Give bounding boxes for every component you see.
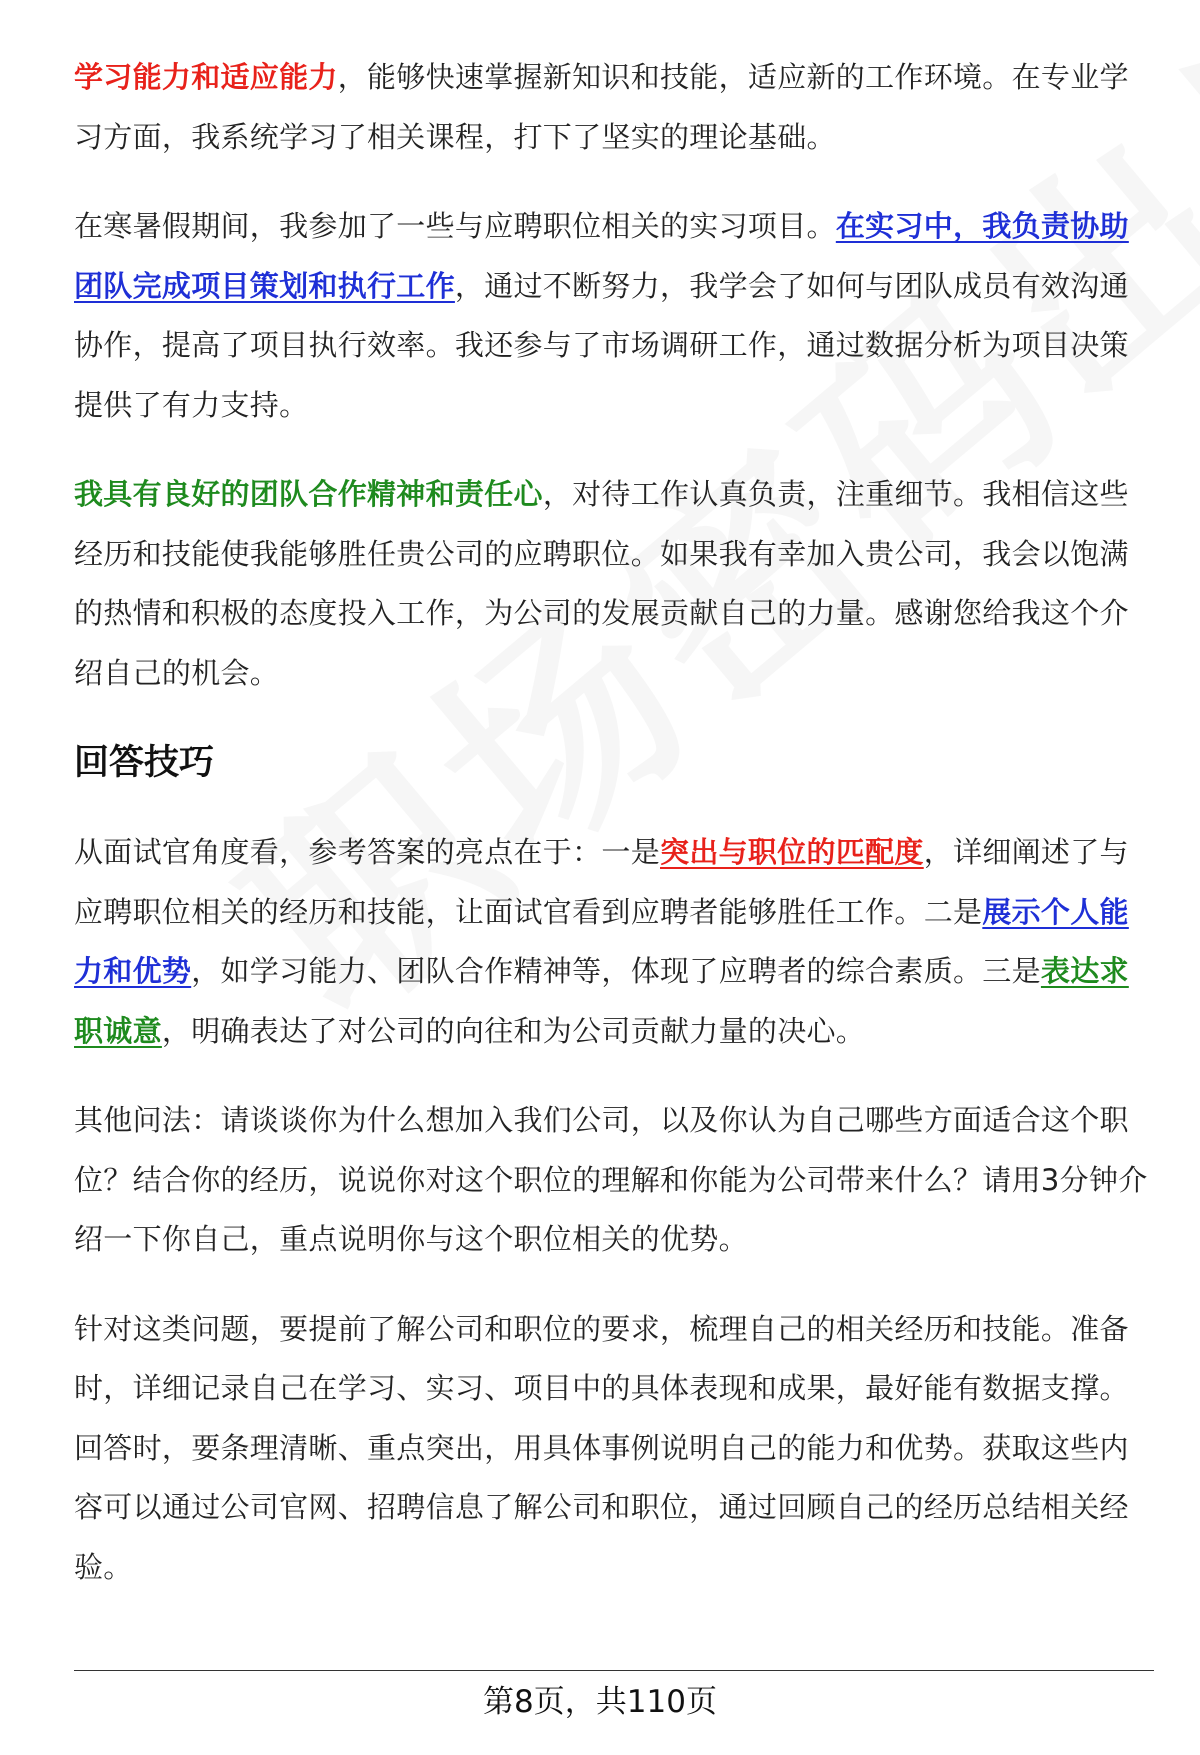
highlight-internship: 在实习中，我负责协助团队完成项目策划和执行工作 <box>74 209 1129 303</box>
page-content <box>74 48 1150 1627</box>
paragraph-preparation-advice: 针对这类问题，要提前了解公司和职位的要求，梳理自己的相关经历和技能。准备时，详细记录自己在学习、实习、项目中的具体表现和成果，最好能有数据支撑。回答时，要条理清晰、重点突出，用具体事例说明自己的能力和优势。获取这些内容可以通过公司官网、招聘信息了解公司和职位，通过回顾自己的经历总结相关经验。 <box>74 1311 1129 1584</box>
highlight-personal-strengths: 展示个人能力和优势 <box>74 894 1129 988</box>
page-number: 第8页，共110页 <box>483 1684 717 1720</box>
paragraph-text: ，对待工作认真负责，注重细节。我相信这些经历和技能使我能够胜任贵公司的应聘职位。如果我有幸加入贵公司，我会以饱满的热情和积极的态度投入工作，为公司的发展贡献自己的力量。感谢您给我这个介绍自己的机会。 <box>74 477 1129 690</box>
paragraph-text: ，明确表达了对公司的向往和为公司贡献力量的决心。 <box>161 1013 866 1048</box>
paragraph-other-questions: 其他问法：请谈谈你为什么想加入我们公司，以及你认为自己哪些方面适合这个职位？结合你的经历，说说你对这个职位的理解和你能为公司带来什么？请用3分钟介绍一下你自己，重点说明你与这个职位相关的优势。 <box>74 1103 1148 1256</box>
highlight-learning-ability: 学习能力和适应能力 <box>74 60 338 94</box>
paragraph-teamwork <box>74 465 1150 703</box>
highlight-job-match: 突出与职位的匹配度 <box>660 835 924 869</box>
paragraph-internship <box>74 197 1150 435</box>
paragraph-text: ，如学习能力、团队合作精神等，体现了应聘者的综合素质。三是 <box>191 954 1041 988</box>
highlight-teamwork: 我具有良好的团队合作精神和责任心 <box>74 477 543 511</box>
paragraph-text: ，通过不断努力，我学会了如何与团队成员有效沟通协作，提高了项目执行效率。我还参与了市场调研工作，通过数据分析为项目决策提供了有力支持。 <box>74 268 1129 422</box>
paragraph-text: ，能够快速掌握新知识和技能，适应新的工作环境。在专业学习方面，我系统学习了相关课程，打下了坚实的理论基础。 <box>74 60 1129 154</box>
paragraph-learning-ability <box>74 48 1150 167</box>
section-title: 回答技巧 <box>74 743 215 783</box>
footer-divider <box>74 1670 1154 1671</box>
paragraph-tips-highlights <box>74 823 1150 1061</box>
paragraph-text: 在寒暑假期间，我参加了一些与应聘职位相关的实习项目。 <box>74 209 836 243</box>
highlight-sincerity: 表达求职诚意 <box>74 954 1129 1048</box>
paragraph-text: 从面试官角度看，参考答案的亮点在于：一是 <box>74 835 661 869</box>
paragraph-text: ，详细阐述了与应聘职位相关的经历和技能，让面试官看到应聘者能够胜任工作。二是 <box>74 835 1129 929</box>
